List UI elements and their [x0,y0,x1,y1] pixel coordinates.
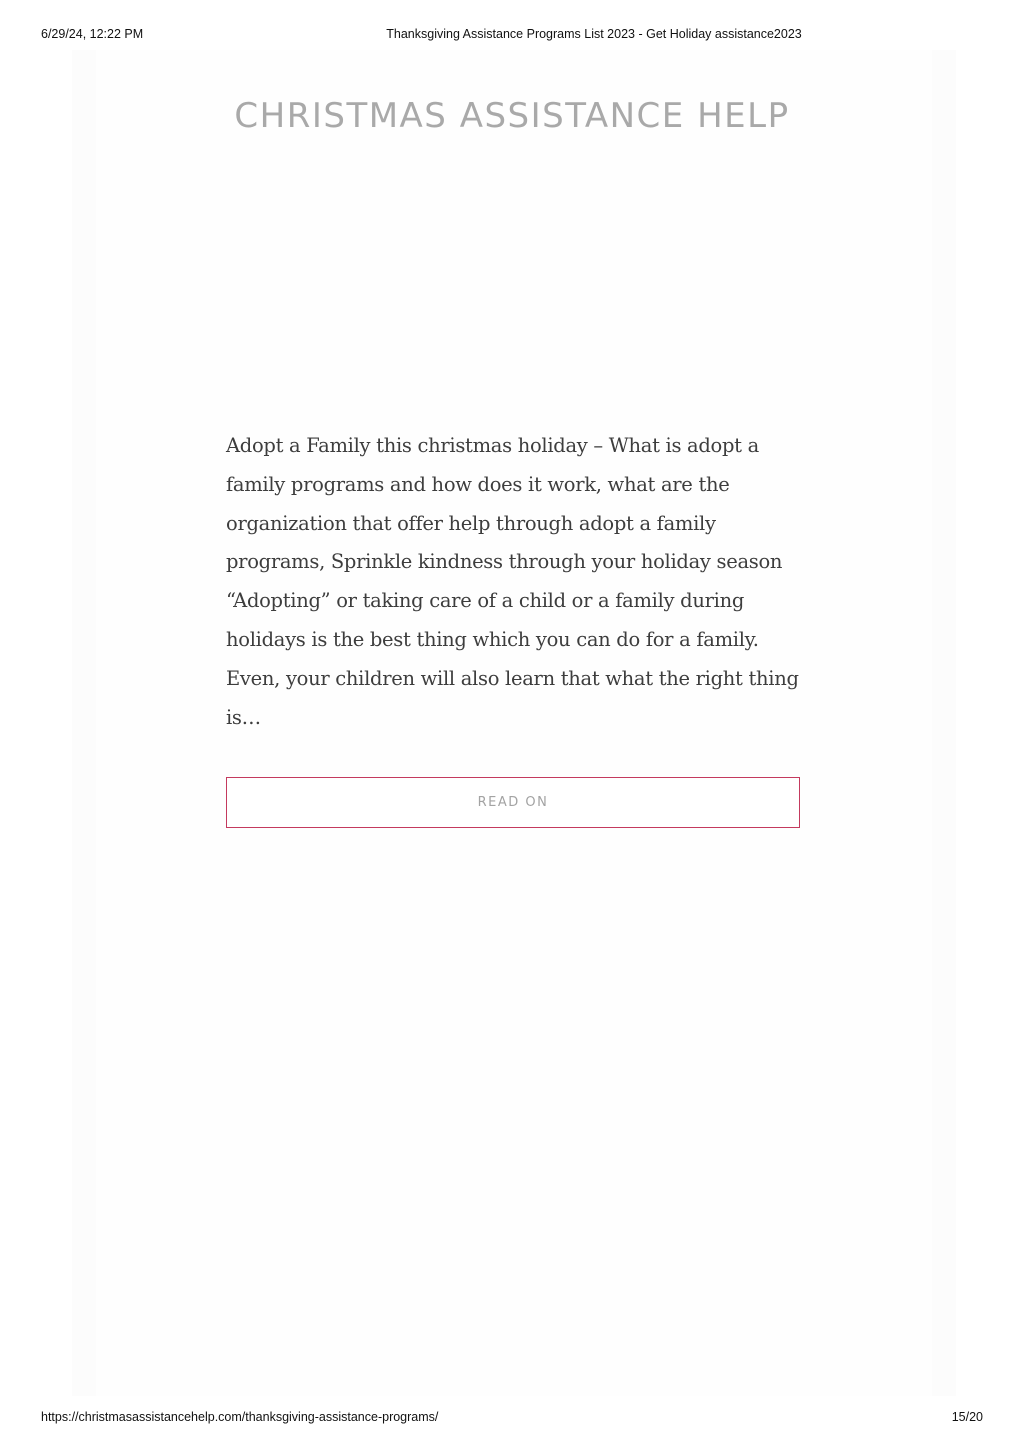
print-document-title: Thanksgiving Assistance Programs List 2023 - Get Holiday assistance2023 [386,27,802,41]
print-footer [0,1410,1024,1426]
site-title[interactable]: CHRISTMAS ASSISTANCE HELP [234,96,790,136]
print-datetime: 6/29/24, 12:22 PM [41,27,144,41]
print-header [0,27,1024,43]
post-excerpt: Adopt a Family this christmas holiday – What is adopt a family programs and how does it work, what are the organization that offer help through adopt a family programs, Sprinkle kindness through your holiday season “Adopting” or taking care of a child or a family during holidays is the best thing which you can do for a family. Even, your children will also learn that what the right thing is… [226,434,799,729]
print-page-url: https://christmasassistancehelp.com/thanksgiving-assistance-programs/ [41,1410,439,1424]
print-page-number: 15/20 [951,1410,983,1424]
read-on-button[interactable]: READ ON [226,777,800,828]
